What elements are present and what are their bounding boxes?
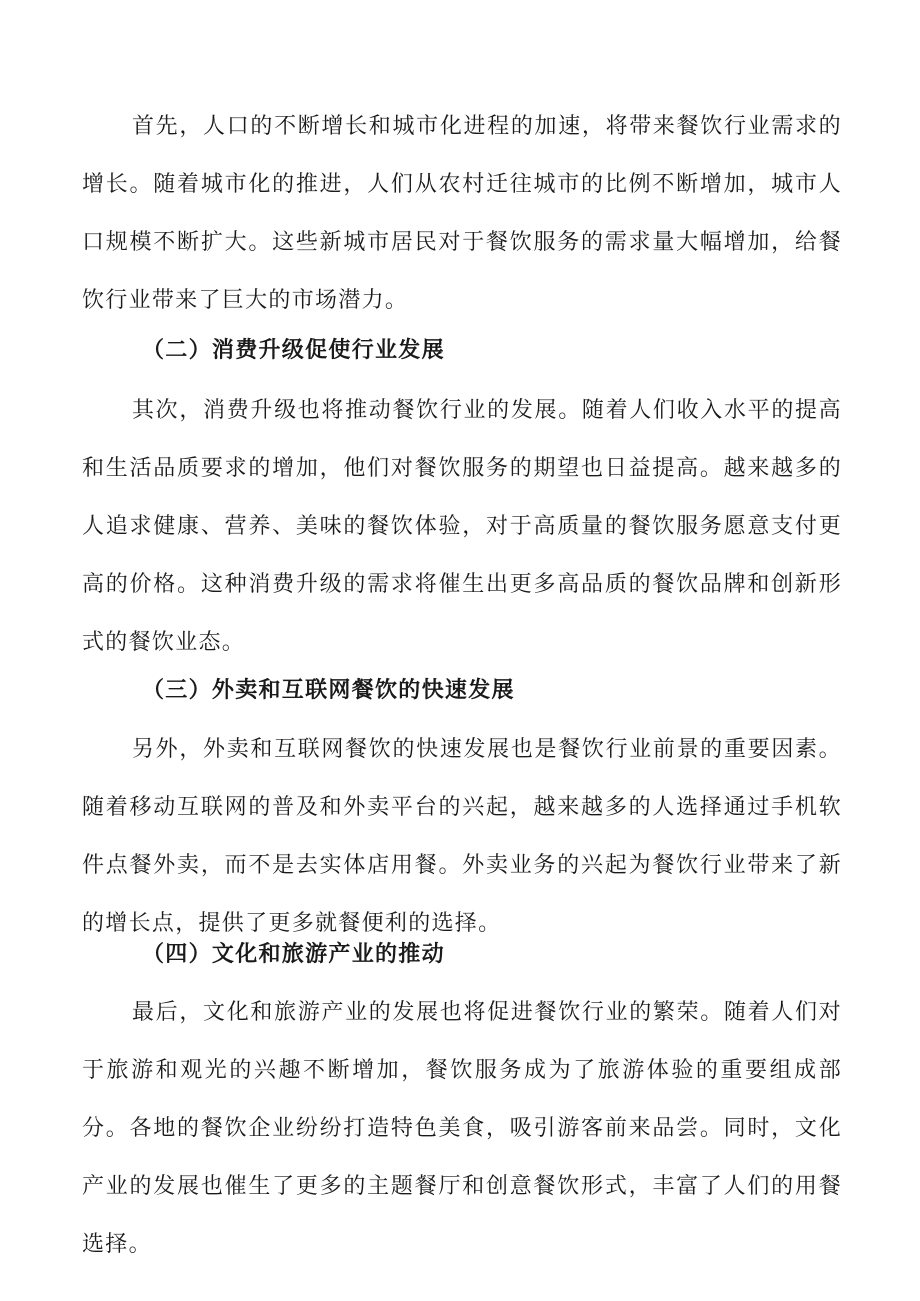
section-heading-consumption-upgrade: （二）消费升级促使行业发展 [142, 337, 445, 363]
section-heading-culture-tourism: （四）文化和旅游产业的推动 [142, 941, 445, 967]
paragraph-delivery-internet: 另外，外卖和互联网餐饮的快速发展也是餐饮行业前景的重要因素。随着移动互联网的普及和外卖平台的兴起，越来越多的人选择通过手机软件点餐外卖，而不是去实体店用餐。外卖业务的兴起为餐饮行业带来了新的增长点，提供了更多就餐便利的选择。 [82, 737, 842, 936]
paragraph-population-growth: 首先，人口的不断增长和城市化进程的加速，将带来餐饮行业需求的增长。随着城市化的推进，人们从农村迁往城市的比例不断增加，城市人口规模不断扩大。这些新城市居民对于餐饮服务的需求量大幅增加，给餐饮行业带来了巨大的市场潜力。 [82, 114, 842, 313]
paragraph-consumption-upgrade: 其次，消费升级也将推动餐饮行业的发展。随着人们收入水平的提高和生活品质要求的增加，他们对餐饮服务的期望也日益提高。越来越多的人追求健康、营养、美味的餐饮体验，对于高质量的餐饮服务愿意支付更高的价格。这种消费升级的需求将催生出更多高品质的餐饮品牌和创新形式的餐饮业态。 [82, 398, 842, 655]
paragraph-culture-tourism: 最后，文化和旅游产业的发展也将促进餐饮行业的繁荣。随着人们对于旅游和观光的兴趣不断增加，餐饮服务成为了旅游体验的重要组成部分。各地的餐饮企业纷纷打造特色美食，吸引游客前来品尝。同时，文化产业的发展也催生了更多的主题餐厅和创意餐饮形式，丰富了人们的用餐选择。 [82, 1000, 842, 1257]
section-heading-delivery-internet: （三）外卖和互联网餐饮的快速发展 [142, 677, 515, 703]
